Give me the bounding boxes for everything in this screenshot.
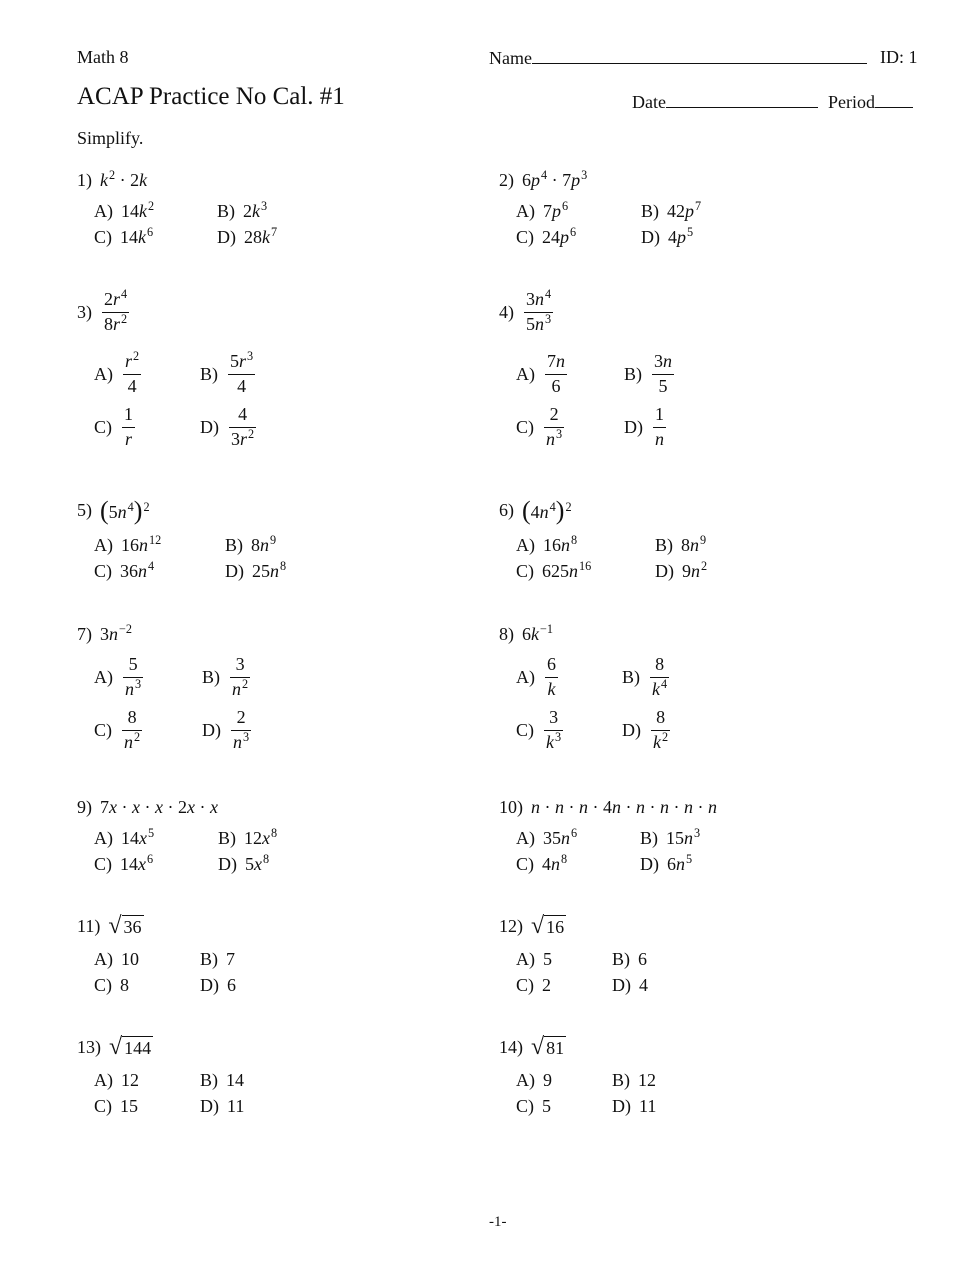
option-9b[interactable]: B) $12x^8$: [218, 826, 278, 848]
question-number: 7): [77, 624, 92, 644]
question-number: 1): [77, 170, 92, 190]
question-11: [77, 914, 144, 938]
question-number: 9): [77, 797, 92, 817]
option-9c[interactable]: C) $14x^6$: [94, 852, 154, 874]
question-13: [77, 1035, 153, 1059]
option-6c[interactable]: C) $625n^{16}$: [516, 559, 592, 581]
option-6d[interactable]: D) $9n^2$: [655, 559, 708, 581]
option-13c[interactable]: C) 15: [94, 1096, 138, 1116]
date-label: Date: [632, 92, 666, 112]
course-label: Math 8: [77, 47, 129, 67]
question-number: 11): [77, 915, 101, 936]
option-1b[interactable]: B) $2k^3$: [217, 199, 268, 221]
option-12c[interactable]: C) 2: [516, 975, 551, 995]
period-blank[interactable]: [875, 91, 913, 108]
option-14a[interactable]: A) 9: [516, 1070, 552, 1090]
option-13d[interactable]: D) 11: [200, 1096, 245, 1116]
option-4d[interactable]: D) $\frac{1}{n}$: [624, 404, 664, 449]
square-root-expression: √ 81: [531, 1034, 565, 1060]
option-14b[interactable]: B) 12: [612, 1070, 656, 1090]
question-5: [77, 497, 150, 523]
option-6a[interactable]: A) $16n^8$: [516, 533, 578, 555]
question-number: 3): [77, 301, 92, 322]
expression: $(4n^4)^2$: [522, 496, 572, 525]
option-1c[interactable]: C) $14k^6$: [94, 225, 154, 247]
question-number: 12): [499, 915, 523, 936]
question-3: [77, 287, 131, 335]
expression: $k^2 \cdot 2k$: [100, 168, 148, 190]
option-3d[interactable]: D) $\frac{4}{3r^2}$: [200, 404, 255, 449]
expression: 7x · x · x · 2x · x: [100, 797, 218, 817]
question-4: [499, 287, 555, 335]
question-number: 14): [499, 1036, 523, 1057]
option-12a[interactable]: A) 5: [516, 949, 552, 969]
question-12: [499, 914, 566, 938]
expression: n · n · n · 4n · n · n · n · n: [531, 797, 717, 817]
option-12d[interactable]: D) 4: [612, 975, 648, 995]
question-2: [499, 170, 587, 191]
option-1d[interactable]: D) $28k^7$: [217, 225, 278, 247]
question-6: [499, 497, 572, 523]
option-5b[interactable]: B) $8n^9$: [225, 533, 277, 555]
option-4b[interactable]: B) $\frac{3n}{5}$: [624, 351, 672, 396]
option-5a[interactable]: A) $16n^{12}$: [94, 533, 162, 555]
date-blank[interactable]: [666, 91, 818, 108]
name-blank[interactable]: [532, 47, 867, 64]
question-number: 2): [499, 170, 514, 190]
option-2d[interactable]: D) $4p^5$: [641, 225, 694, 247]
option-9d[interactable]: D) $5x^8$: [218, 852, 270, 874]
expression-fraction: $\frac{3n^4}{5n^3}$: [526, 287, 552, 334]
question-7: [77, 624, 132, 645]
page-number: -1-: [489, 1214, 507, 1230]
expression: $(5n^4)^2$: [100, 496, 150, 525]
option-8c[interactable]: C) $\frac{3}{k^3}$: [516, 707, 562, 752]
option-2a[interactable]: A) $7p^6$: [516, 199, 569, 221]
option-5d[interactable]: D) $25n^8$: [225, 559, 287, 581]
option-7a[interactable]: A) $\frac{5}{n^3}$: [94, 654, 142, 699]
option-13a[interactable]: A) 12: [94, 1070, 139, 1090]
question-9: [77, 797, 218, 818]
question-number: 13): [77, 1036, 101, 1057]
option-1a[interactable]: A) $14k^2$: [94, 199, 155, 221]
question-1: [77, 170, 147, 191]
page-title: ACAP Practice No Cal. #1: [77, 83, 345, 110]
expression: $6k^{-1}$: [522, 622, 554, 644]
option-11c[interactable]: C) 8: [94, 975, 129, 995]
option-14d[interactable]: D) 11: [612, 1096, 657, 1116]
option-10a[interactable]: A) $35n^6$: [516, 826, 578, 848]
option-7d[interactable]: D) $\frac{2}{n^3}$: [202, 707, 250, 752]
id-label: ID: 1: [880, 47, 918, 67]
option-2c[interactable]: C) $24p^6$: [516, 225, 577, 247]
question-number: 8): [499, 624, 514, 644]
option-8b[interactable]: B) $\frac{8}{k^4}$: [622, 654, 668, 699]
option-11a[interactable]: A) 10: [94, 949, 139, 969]
option-7b[interactable]: B) $\frac{3}{n^2}$: [202, 654, 249, 699]
option-8d[interactable]: D) $\frac{8}{k^2}$: [622, 707, 669, 752]
option-5c[interactable]: C) $36n^4$: [94, 559, 155, 581]
option-13b[interactable]: B) 14: [200, 1070, 244, 1090]
expression: $6p^4 \cdot 7p^3$: [522, 168, 588, 190]
period-label: Period: [827, 92, 875, 112]
option-3a[interactable]: A) $\frac{r^2}{4}$: [94, 349, 140, 396]
option-7c[interactable]: C) $\frac{8}{n^2}$: [94, 707, 141, 752]
expression-fraction: $\frac{2r^4}{8r^2}$: [104, 287, 128, 334]
date-period-fields[interactable]: [632, 91, 913, 113]
option-4a[interactable]: A) $\frac{7n}{6}$: [516, 351, 565, 396]
instructions: Simplify.: [77, 128, 144, 148]
option-10b[interactable]: B) $15n^3$: [640, 826, 701, 848]
option-9a[interactable]: A) $14x^5$: [94, 826, 155, 848]
name-field[interactable]: [489, 47, 867, 69]
option-10d[interactable]: D) $6n^5$: [640, 852, 693, 874]
option-8a[interactable]: A) $\frac{6}{k}$: [516, 654, 556, 699]
option-11b[interactable]: B) 7: [200, 949, 235, 969]
question-8: [499, 624, 553, 645]
name-label: Name: [489, 48, 532, 68]
question-10: [499, 797, 717, 818]
question-number: 10): [499, 797, 523, 817]
question-number: 4): [499, 301, 514, 322]
option-14c[interactable]: C) 5: [516, 1096, 551, 1116]
option-6b[interactable]: B) $8n^9$: [655, 533, 707, 555]
expression: $3n^{-2}$: [100, 622, 133, 644]
question-number: 6): [499, 499, 514, 520]
question-number: 5): [77, 499, 92, 520]
option-4c[interactable]: C) $\frac{2}{n^3}$: [516, 404, 563, 449]
option-11d[interactable]: D) 6: [200, 975, 236, 995]
question-14: [499, 1035, 566, 1059]
option-3b[interactable]: B) $\frac{5r^3}{4}$: [200, 349, 254, 396]
square-root-expression: √ 16: [531, 913, 565, 939]
square-root-expression: √ 144: [109, 1034, 152, 1060]
option-12b[interactable]: B) 6: [612, 949, 647, 969]
option-3c[interactable]: C) $\frac{1}{r}$: [94, 404, 133, 449]
square-root-expression: √ 36: [108, 913, 142, 939]
option-10c[interactable]: C) $4n^8$: [516, 852, 568, 874]
option-2b[interactable]: B) $42p^7$: [641, 199, 702, 221]
